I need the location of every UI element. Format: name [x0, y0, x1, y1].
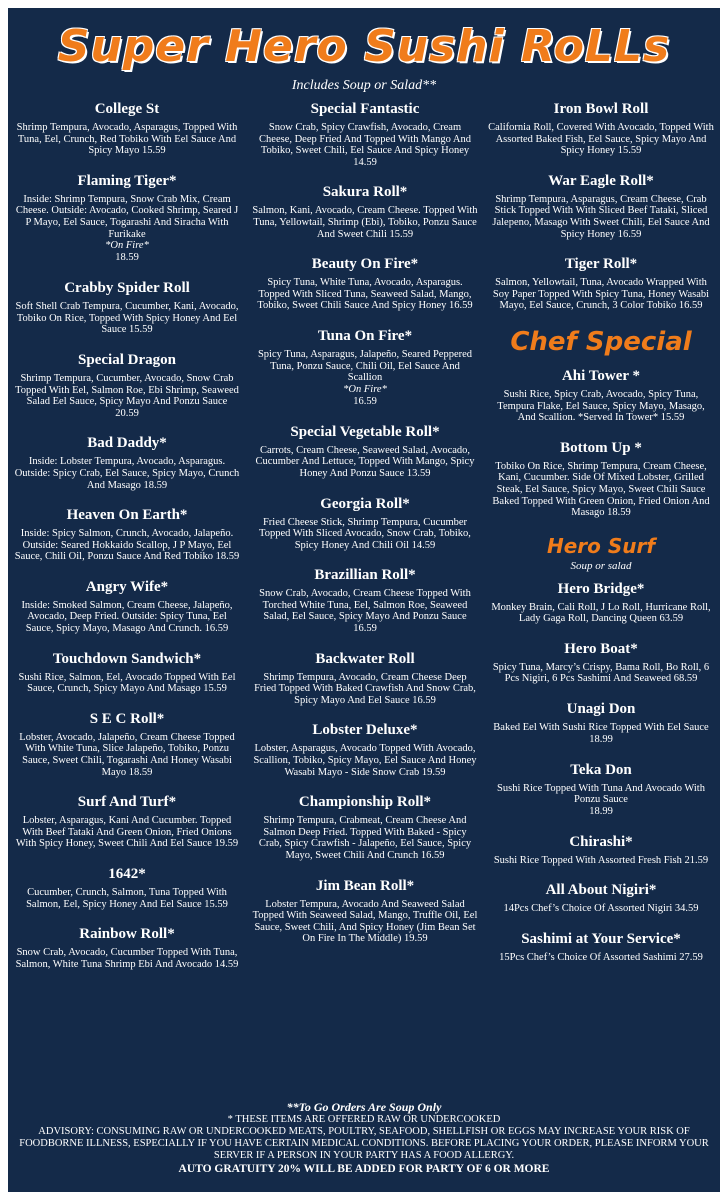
menu-item-description: Inside: Smoked Salmon, Cream Cheese, Jalapeño, Avocado, Deep Fried. Outside: Spicy Tuna, Eel Sauce, Spicy Mayo, Masago And Crunch. 16.59: [21, 599, 233, 635]
menu-item-description: Sushi Rice Topped With Assorted Fresh Fish 21.59: [493, 854, 709, 866]
menu-item-description: Lobster, Asparagus, Avocado Topped With Avocado, Scallion, Tobiko, Spicy Mayo, Eel Sauce And Honey Wasabi Mayo - Side Snow Crab 19.59: [253, 743, 477, 778]
menu-item-description: Salmon, Yellowtail, Tuna, Avocado Wrapped With Soy Paper Topped With Spicy Tuna, Honey Wasabi Mayo, Eel Sauce, Crunch, 3 Color Tobiko 16.59: [492, 277, 710, 312]
menu-item-name: Unagi Don: [566, 701, 636, 718]
hero-surf-heading: Hero Surf: [546, 533, 656, 558]
menu-item-name: Ahi Tower *: [561, 367, 641, 384]
menu-item-price: 18.99: [589, 805, 613, 817]
menu-item-description: Soft Shell Crab Tempura, Cucumber, Kani, Avocado, Tobiko On Rice, Topped With Spicy Honey And Eel Sauce 15.59: [15, 301, 239, 336]
menu-item: [10, 351, 244, 419]
menu-item-description: Snow Crab, Avocado, Cucumber Topped With Tuna, Salmon, White Tuna Shrimp Ebi And Avocado 14.59: [15, 947, 239, 970]
menu-item-description: Spicy Tuna, Asparagus, Jalapeño, Seared Peppered Tuna, Ponzu Sauce, Chili Oil, Eel Sauce And Scallion: [257, 348, 473, 384]
menu-item: [484, 761, 718, 818]
menu-item-price: 18.59: [115, 252, 139, 264]
menu-item-name: Rainbow Roll*: [79, 926, 175, 943]
menu-item-name: Chirashi*: [569, 833, 633, 850]
menu-item: [10, 578, 244, 635]
menu-item-description: Monkey Brain, Cali Roll, J Lo Roll, Hurricane Roll, Lady Gaga Roll, Dancing Queen 63.59: [491, 601, 711, 625]
chef-special-heading: Chef Special: [510, 326, 692, 357]
menu-item-name: S E C Roll*: [89, 710, 165, 727]
menu-item-name: College St: [94, 101, 160, 117]
menu-item-description: Salmon, Kani, Avocado, Cream Cheese. Topped With Tuna, Yellowtail, Shrimp (Ebi), Tobiko, Ponzu Sauce And Sweet Chili 15.59: [252, 205, 478, 240]
menu-item: [10, 925, 244, 970]
menu-item: [248, 721, 482, 778]
menu-item: [248, 423, 482, 480]
menu-item: [248, 495, 482, 552]
menu-item-name: Bottom Up *: [560, 439, 642, 456]
menu-column-3-items: [484, 100, 718, 312]
menu-item-description: Inside: Spicy Salmon, Crunch, Avocado, Jalapeño. Outside: Seared Hokkaido Scallop, J P Mayo, Eel Sauce, Chili Oil, Ponzu Sauce And Red Tobiko 18.59: [14, 528, 240, 563]
gratuity-note: AUTO GRATUITY 20% WILL BE ADDED FOR PARTY OF 6 OR MORE: [178, 1163, 550, 1175]
menu-item-name: Teka Don: [570, 761, 632, 778]
menu-item-description: Shrimp Tempura, Cucumber, Avocado, Snow Crab Topped With Eel, Salmon Roe, Ebi Shrimp, Seaweed Salad Eel Sauce, Spicy Mayo And Ponzu Sauce 20.59: [15, 372, 239, 419]
menu-item-name: Angry Wife*: [85, 578, 169, 595]
menu-item: [10, 506, 244, 563]
menu-item-description: 14Pcs Chef’s Choice Of Assorted Nigiri 34.59: [503, 903, 699, 915]
menu-item: [10, 434, 244, 491]
menu-item: [248, 793, 482, 861]
menu-item-description: Cucumber, Crunch, Salmon, Tuna Topped With Salmon, Eel, Spicy Honey And Eel Sauce 15.59: [26, 887, 228, 910]
menu-item: [484, 100, 718, 157]
menu-item-description: Shrimp Tempura, Asparagus, Cream Cheese, Crab Stick Topped With With Sliced Beef Tataki, Sliced Jalepeno, Masago With Sweet Chili, Eel Sauce And Spicy Honey 16.59: [492, 193, 710, 240]
menu-item-description: 15Pcs Chef’s Choice Of Assorted Sashimi 27.59: [499, 952, 703, 964]
menu-item-name: Special Vegetable Roll*: [290, 423, 440, 440]
menu-column-3: [484, 100, 718, 979]
hero-surf-subheading: Soup or salad: [570, 559, 632, 572]
menu-item-description: Fried Cheese Stick, Shrimp Tempura, Cucumber Topped With Sliced Avocado, Snow Crab, Tobiko, Spicy Honey And Chili Oil 14.59: [259, 516, 471, 551]
menu-item: [248, 327, 482, 408]
menu-item-description: Lobster Tempura, Avocado And Seaweed Salad Topped With Seaweed Salad, Mango, Truffle Oil, Eel Sauce, Sweet Chili, And Spicy Honey (Jim Bean Set On Fire In The Middle) 19.59: [252, 898, 478, 945]
menu-item-name: Lobster Deluxe*: [312, 722, 418, 739]
menu-item: [10, 100, 244, 157]
menu-item: [484, 367, 718, 424]
menu-item-name: Special Dragon: [78, 351, 176, 368]
menu-item: [248, 877, 482, 945]
menu-panel: [8, 8, 720, 1192]
menu-item-name: Beauty On Fire*: [311, 256, 419, 273]
menu-item-description: Sushi Rice Topped With Tuna And Avocado With Ponzu Sauce: [497, 782, 705, 806]
menu-title: Super Hero Sushi RoLLs: [57, 21, 671, 72]
menu-item-name: Tuna On Fire*: [317, 327, 413, 344]
menu-item-description: Shrimp Tempura, Avocado, Cream Cheese Deep Fried Topped With Baked Crawfish And Snow Crab, Spicy Mayo And Eel Sauce 16.59: [254, 671, 476, 706]
menu-item-description: Sushi Rice, Spicy Crab, Avocado, Spicy Tuna, Tempura Flake, Eel Sauce, Spicy Mayo, Masago, And Scallion. *Served In Tower* 15.59: [497, 388, 705, 424]
menu-item-name: Heaven On Earth*: [66, 507, 188, 524]
menu-item-name: Sashimi at Your Service*: [521, 931, 681, 948]
menu-item-name: Tiger Roll*: [564, 256, 638, 273]
menu-item-name: Bad Daddy*: [87, 435, 167, 452]
raw-warning: * THESE ITEMS ARE OFFERED RAW OR UNDERCOOKED: [227, 1114, 501, 1125]
menu-item: [10, 793, 244, 850]
menu-item-price: 18.99: [589, 733, 613, 745]
menu-item-name: All About Nigiri*: [545, 882, 657, 899]
menu-item: [484, 580, 718, 625]
menu-item-name: Iron Bowl Roll: [553, 101, 649, 117]
menu-item-description: Inside: Lobster Tempura, Avocado, Asparagus. Outside: Spicy Crab, Eel Sauce, Spicy Mayo, Crunch And Masago 18.59: [14, 456, 240, 491]
menu-item-name: Special Fantastic: [310, 101, 420, 117]
menu-item: [484, 930, 718, 964]
menu-item: [484, 255, 718, 312]
menu-item-name: Crabby Spider Roll: [64, 280, 190, 297]
menu-column-2: [248, 100, 482, 960]
menu-item-description: Baked Eel With Sushi Rice Topped With Eel Sauce: [493, 722, 709, 734]
menu-item: [10, 710, 244, 778]
menu-item: [248, 566, 482, 634]
menu-item: [10, 172, 244, 264]
menu-item-name: Flaming Tiger*: [77, 172, 177, 189]
menu-item-description: Spicy Tuna, White Tuna, Avocado, Asparagus. Topped With Sliced Tuna, Seaweed Salad, Mango, Tobiko, Sweet Chili Sauce And Spicy Honey 16.59: [257, 277, 473, 312]
menu-item-description: Inside: Shrimp Tempura, Snow Crab Mix, Cream Cheese. Outside: Avocado, Cooked Shrimp, Seared J P Mayo, Eel Sauce, Togarashi And Siracha With Furikake: [15, 193, 239, 240]
menu-item-description: Tobiko On Rice, Shrimp Tempura, Cream Cheese, Kani, Cucumber. Side Of Mixed Lobster, Grilled Steak, Eel Sauce, Spicy Mayo, Sweet Chili Sauce Baked Topped With Green Onion, Fried Onion And Masago 18.59: [492, 460, 710, 519]
menu-item-description: Shrimp Tempura, Avocado, Asparagus, Topped With Tuna, Eel, Crunch, Red Tobiko With Eel Sauce And Spicy Mayo 15.59: [16, 122, 238, 157]
menu-item: [248, 100, 482, 168]
menu-item-description: Lobster, Avocado, Jalapeño, Cream Cheese Topped With White Tuna, Slice Jalapeño, Tobiko, Ponzu Sauce, Sweet Chili, Togarashi And Honey Wasabi Mayo 18.59: [19, 731, 235, 778]
menu-item: [10, 865, 244, 910]
menu-item: [484, 439, 718, 519]
menu-item-description: California Roll, Covered With Avocado, Topped With Assorted Baked Fish, Eel Sauce, Spicy Mayo And Spicy Honey 15.59: [488, 122, 714, 157]
menu-item-name: 1642*: [108, 866, 146, 882]
advisory-text: ADVISORY: CONSUMING RAW OR UNDERCOOKED MEATS, POULTRY, SEAFOOD, SHELLFISH OR EGGS MAY INCREASE YOUR RISK OF FOODBORNE ILLNESS, ESPECIALLY IF YOU HAVE CERTAIN MEDICAL CONDITIONS. BEFORE PLACING YOUR ORDER, PLEASE INFORM YOUR SERVER IF A PERSON IN YOUR PARTY HAS A FOOD ALLERGY.: [19, 1126, 709, 1161]
menu-item-name: Georgia Roll*: [320, 495, 410, 512]
menu-item-name: Brazillian Roll*: [314, 567, 416, 584]
menu-item: [484, 833, 718, 867]
menu-item-note: *On Fire*: [105, 240, 149, 252]
menu-item: [10, 279, 244, 336]
menu-item-note: *On Fire*: [343, 383, 387, 395]
menu-item-price: 16.59: [353, 395, 377, 407]
menu-column-1: [10, 100, 244, 985]
menu-item-description: Sushi Rice, Salmon, Eel, Avocado Topped With Eel Sauce, Crunch, Spicy Mayo And Masago 15.59: [18, 671, 236, 695]
menu-item: [484, 640, 718, 685]
menu-item-name: Championship Roll*: [298, 794, 432, 811]
menu-item-description: Carrots, Cream Cheese, Seaweed Salad, Avocado, Cucumber And Lettuce, Topped With Mango, Spicy Honey And Ponzu Sauce 13.59: [255, 444, 475, 479]
menu-item-name: Backwater Roll: [315, 650, 415, 667]
menu-item-name: Hero Bridge*: [557, 580, 645, 597]
chef-special-items: [484, 367, 718, 519]
menu-item: [248, 255, 482, 312]
menu-item-description: Shrimp Tempura, Crabmeat, Cream Cheese And Salmon Deep Fried. Topped With Baked - Spicy Crab, Spicy Crawfish - Jalapeño, Eel Sauce, Spicy Mayo, Sweet Chili And Crunch 16.59: [258, 815, 472, 861]
hero-surf-items: [484, 580, 718, 964]
menu-item-name: Surf And Turf*: [77, 794, 177, 811]
menu-item-name: Hero Boat*: [564, 640, 638, 657]
menu-item-name: War Eagle Roll*: [548, 172, 654, 189]
menu-item: [484, 700, 718, 746]
menu-item-name: Sakura Roll*: [322, 184, 408, 201]
menu-item: [484, 172, 718, 240]
menu-subtitle: Includes Soup or Salad**: [291, 78, 437, 93]
menu-item-description: Snow Crab, Spicy Crawfish, Avocado, Cream Cheese, Deep Fried And Topped With Mango And Tobiko, Sweet Chili, Eel Sauce And Spicy Honey 14.59: [259, 122, 471, 168]
menu-item: [484, 881, 718, 915]
menu-item: [248, 650, 482, 707]
menu-item-description: Spicy Tuna, Marcy’s Crispy, Bama Roll, Bo Roll, 6 Pcs Nigiri, 6 Pcs Sashimi And Seaweed 68.59: [492, 661, 710, 685]
menu-item: [10, 650, 244, 695]
menu-item-description: Snow Crab, Avocado, Cream Cheese Topped With Torched White Tuna, Eel, Salmon Roe, Seaweed Salad, Eel Sauce, Spicy Mayo And Ponzu Sauce 16.59: [259, 588, 471, 635]
menu-item-description: Lobster, Asparagus, Kani And Cucumber. Topped With Beef Tataki And Green Onion, Fried Onions With Spicy Honey, Sweet Chili And Eel Sauce 19.59: [15, 815, 239, 850]
menu-item-name: Jim Bean Roll*: [315, 877, 415, 894]
menu-footer: [8, 1100, 720, 1176]
menu-item-name: Touchdown Sandwich*: [52, 650, 202, 667]
togo-note: **To Go Orders Are Soup Only: [286, 1100, 442, 1114]
menu-item: [248, 183, 482, 240]
